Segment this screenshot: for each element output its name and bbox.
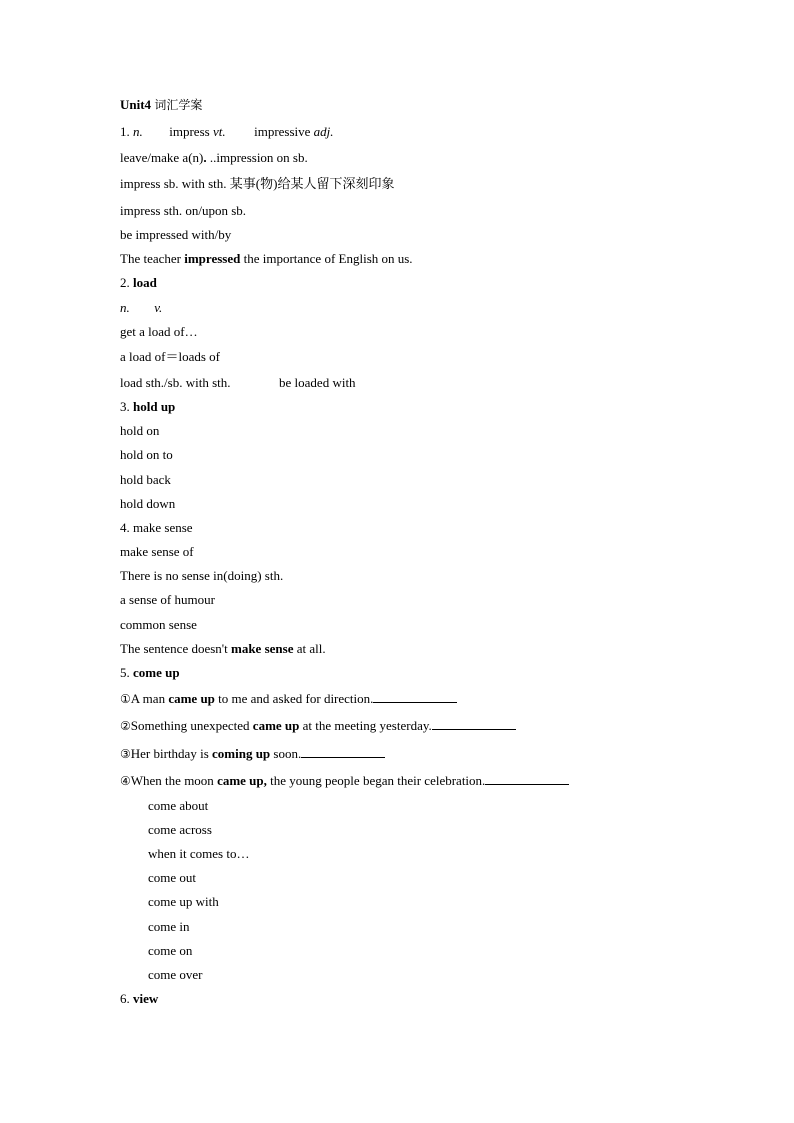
section4-line: a sense of humour	[120, 592, 215, 607]
section5-phrase: come up with	[148, 894, 219, 909]
section3-line: hold down	[120, 496, 176, 511]
example-text: the young people began their celebration.	[266, 773, 486, 788]
section1-adj: impressive	[254, 124, 311, 139]
unit-label: Unit4	[120, 97, 152, 112]
example-keyword: impressed	[184, 251, 241, 266]
section3-number: 3.	[120, 399, 130, 414]
section1-pos-n: n.	[133, 124, 143, 139]
section5-phrase: come on	[148, 943, 193, 958]
section2-pos-v: v.	[154, 300, 163, 315]
section5-header	[120, 665, 180, 681]
example-text: at all.	[293, 641, 326, 656]
section5-number: 5.	[120, 665, 130, 680]
section5-example	[120, 772, 569, 789]
section2-phrases	[120, 375, 356, 391]
example-marker: ④	[120, 774, 131, 788]
example-text: The sentence doesn't	[120, 641, 231, 656]
example-text: to me and asked for direction.	[214, 691, 374, 706]
answer-blank[interactable]	[485, 772, 569, 785]
section1-line-text: leave/make a(n)	[120, 150, 204, 165]
answer-blank[interactable]	[373, 690, 457, 703]
section5-example	[120, 717, 516, 734]
section5-heading: come up	[133, 665, 180, 680]
section2-number: 2.	[120, 275, 130, 290]
section2-phrase: be loaded with	[279, 375, 356, 390]
section2-header	[120, 275, 157, 291]
section5-phrase: come in	[148, 919, 190, 934]
section5-phrase: come about	[148, 798, 209, 813]
section2-phrase: load sth./sb. with sth.	[120, 375, 231, 390]
example-text: A man	[130, 691, 169, 706]
section3-heading: hold up	[133, 399, 176, 414]
example-text: at the meeting yesterday.	[299, 718, 432, 733]
answer-blank[interactable]	[301, 745, 385, 758]
example-text: soon.	[270, 746, 302, 761]
section6-header	[120, 991, 158, 1007]
section2-pos	[120, 300, 162, 316]
example-marker: ③	[120, 747, 131, 761]
section4-example	[120, 641, 326, 657]
section4-heading: make sense	[133, 520, 193, 535]
section1-line: impress sb. with sth. 某事(物)给某人留下深刻印象	[120, 176, 395, 191]
example-keyword: make sense	[231, 641, 294, 656]
section3-line: hold back	[120, 472, 171, 487]
section1-line: leave/make a(n). ..impression on sb.	[120, 150, 308, 165]
example-text: the importance of English on us.	[240, 251, 413, 266]
section5-phrase: come across	[148, 822, 212, 837]
example-keyword: came up	[252, 718, 300, 733]
section2-line: get a load of…	[120, 324, 198, 339]
example-keyword: coming up	[212, 746, 271, 761]
section1-pos-vt: vt.	[212, 124, 226, 139]
section1-pos-adj: adj.	[313, 124, 334, 139]
section3-line: hold on	[120, 423, 160, 438]
section2-line: a load of＝loads of	[120, 349, 221, 364]
section4-line: make sense of	[120, 544, 194, 559]
example-text: The teacher	[120, 251, 185, 266]
section4-line: common sense	[120, 617, 197, 632]
section5-phrase: come out	[148, 870, 197, 885]
example-marker: ②	[120, 719, 131, 733]
example-text: Her birthday is	[130, 746, 212, 761]
section1-header	[120, 124, 334, 140]
example-marker: ①	[120, 692, 131, 706]
section5-phrase: come over	[148, 967, 203, 982]
section1-example	[120, 251, 413, 267]
example-text: When the moon	[130, 773, 218, 788]
page-title	[120, 97, 202, 113]
section3-line: hold on to	[120, 447, 173, 462]
section5-example	[120, 690, 457, 707]
section1-line: be impressed with/by	[120, 227, 232, 242]
section6-number: 6.	[120, 991, 130, 1006]
answer-blank[interactable]	[432, 717, 516, 730]
section1-line-text: ..impression on sb.	[209, 150, 308, 165]
section2-pos-n: n.	[120, 300, 130, 315]
example-keyword: came up	[168, 691, 215, 706]
section4-number: 4.	[120, 520, 130, 535]
example-keyword: came up,	[217, 773, 267, 788]
example-text: Something unexpected	[130, 718, 253, 733]
section6-heading: view	[133, 991, 159, 1006]
section3-header	[120, 399, 175, 415]
section1-number: 1.	[120, 124, 130, 139]
section4-header	[120, 520, 193, 536]
title-subtitle: 词汇学案	[154, 98, 203, 112]
section5-phrase: when it comes to…	[148, 846, 250, 861]
section1-verb: impress	[169, 124, 210, 139]
section4-line: There is no sense in(doing) sth.	[120, 568, 284, 583]
section2-heading: load	[133, 275, 157, 290]
section5-example	[120, 745, 385, 762]
section1-line: impress sth. on/upon sb.	[120, 203, 247, 218]
